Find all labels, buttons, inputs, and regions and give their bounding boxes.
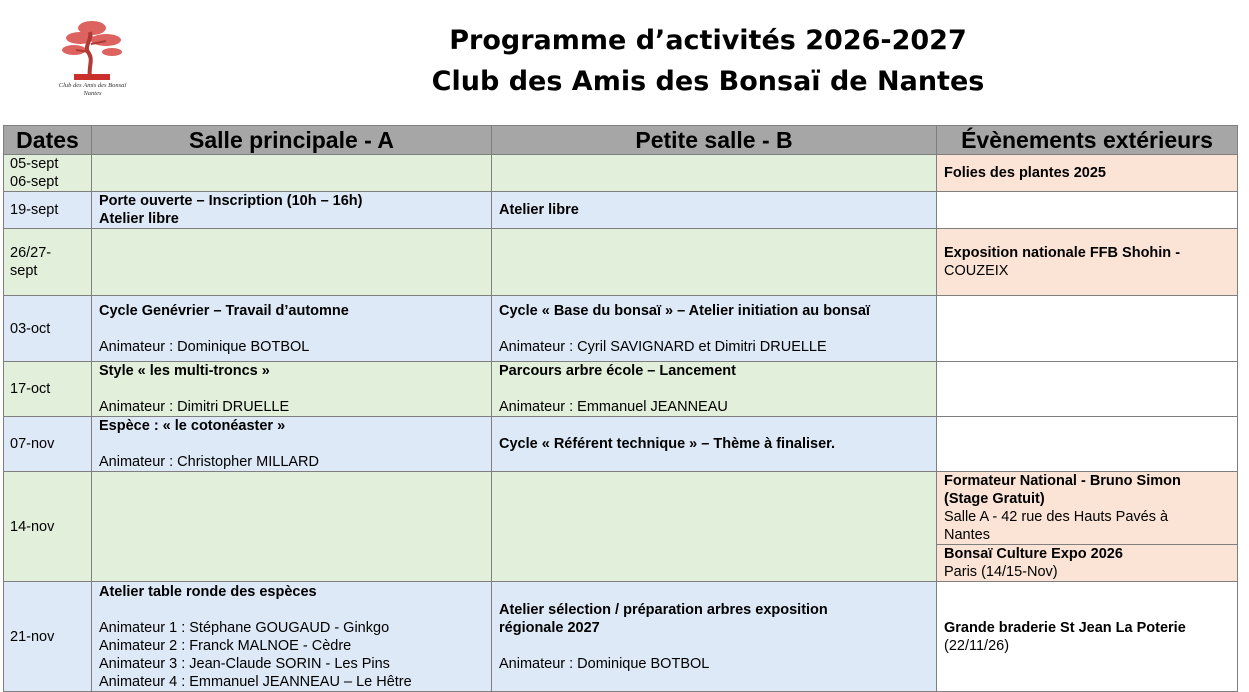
date-cell [4, 155, 92, 192]
date-text: 26/27- [10, 245, 52, 261]
activity-title: Espèce : « le cotonéaster » [99, 418, 286, 434]
external-cell [937, 192, 1238, 229]
room-b-cell: Atelier libre [492, 192, 937, 229]
date-cell [4, 229, 92, 296]
event-text: Nantes [944, 527, 990, 543]
room-b-cell: Cycle « Référent technique » – Thème à finaliser. [492, 417, 937, 472]
event-title: (Stage Gratuit) [944, 491, 1045, 507]
table-row [4, 362, 1238, 417]
activity-title: Atelier table ronde des espèces [99, 584, 317, 600]
event-title: Bonsaï Culture Expo 2026 [944, 546, 1123, 562]
page-title [330, 20, 1086, 102]
date-cell: 21-nov [4, 582, 92, 692]
event-title: Formateur National - Bruno Simon [944, 473, 1181, 489]
header-external: Évènements extérieurs [937, 126, 1238, 155]
animator-text: Animateur 4 : Emmanuel JEANNEAU – Le Hêtre [99, 674, 412, 690]
title-line2: Club des Amis des Bonsaï de Nantes [431, 66, 985, 97]
room-a-cell [92, 155, 492, 192]
room-a-cell [92, 192, 492, 229]
activity-title: Style « les multi-troncs » [99, 363, 270, 379]
room-b-cell [492, 229, 937, 296]
date-text: 05-sept [10, 156, 59, 172]
table-row [4, 192, 1238, 229]
room-a-cell [92, 472, 492, 582]
room-b-cell [492, 472, 937, 582]
external-cell [937, 417, 1238, 472]
date-text: sept [10, 263, 38, 279]
room-b-cell [492, 155, 937, 192]
date-cell: 07-nov [4, 417, 92, 472]
room-a-cell [92, 582, 492, 692]
activity-title: Atelier sélection / préparation arbres exposition [499, 601, 828, 618]
event-title: Exposition nationale FFB Shohin - [944, 245, 1181, 261]
room-b-cell [492, 296, 937, 362]
date-cell: 03-oct [4, 296, 92, 362]
animator-text: Animateur 3 : Jean-Claude SORIN - Les Pins [99, 656, 390, 672]
date-cell: 14-nov [4, 472, 92, 582]
table-row [4, 296, 1238, 362]
event-text: Salle A - 42 rue des Hauts Pavés à [944, 509, 1169, 525]
event-text: Paris (14/15-Nov) [944, 564, 1058, 580]
activity-title: Cycle « Base du bonsaï » – Atelier initiation au bonsaï [499, 302, 870, 319]
external-cell [937, 362, 1238, 417]
logo-caption-line1: Club des Amis des Bonsaï [58, 82, 127, 89]
animator-text: Animateur 2 : Franck MALNOE - Cèdre [99, 638, 352, 654]
event-text: (22/11/26) [944, 637, 1010, 654]
room-a-cell [92, 362, 492, 417]
header-room-a: Salle principale - A [92, 126, 492, 155]
table-row [4, 417, 1238, 472]
table-row [4, 582, 1238, 692]
header-row [4, 126, 1238, 155]
animator-text: Animateur : Dominique BOTBOL [499, 655, 710, 672]
animator-text: Animateur : Christopher MILLARD [99, 454, 319, 470]
title-line1: Programme d’activités 2026-2027 [449, 25, 967, 56]
activity-title: Porte ouverte – Inscription (10h – 16h) [99, 193, 363, 209]
table-row [4, 229, 1238, 296]
date-text: 06-sept [10, 174, 59, 190]
animator-text: Animateur 1 : Stéphane GOUGAUD - Ginkgo [99, 620, 390, 636]
schedule-table [3, 125, 1238, 692]
room-b-cell [492, 582, 937, 692]
header-dates: Dates [4, 126, 92, 155]
activity-title: régionale 2027 [499, 619, 600, 636]
table-row [4, 472, 1238, 582]
animator-text: Animateur : Cyril SAVIGNARD et Dimitri DRUELLE [499, 338, 827, 355]
room-a-cell [92, 229, 492, 296]
external-cell: Folies des plantes 2025 [937, 155, 1238, 192]
external-cell [937, 229, 1238, 296]
header-room-b: Petite salle - B [492, 126, 937, 155]
logo-caption-line2: Nantes [83, 90, 102, 97]
bonsai-tree-icon [54, 16, 130, 82]
date-cell: 17-oct [4, 362, 92, 417]
date-cell: 19-sept [4, 192, 92, 229]
activity-title: Parcours arbre école – Lancement [499, 363, 736, 379]
external-cell [937, 296, 1238, 362]
event-title: Grande braderie St Jean La Poterie [944, 619, 1186, 636]
event-text: COUZEIX [944, 263, 1009, 279]
activity-title: Atelier libre [99, 211, 179, 227]
room-a-cell [92, 296, 492, 362]
external-cell [937, 472, 1238, 582]
animator-text: Animateur : Dimitri DRUELLE [99, 399, 290, 415]
club-logo [50, 16, 135, 98]
animator-text: Animateur : Dominique BOTBOL [99, 338, 310, 355]
activity-title: Cycle Genévrier – Travail d’automne [99, 302, 349, 319]
room-a-cell [92, 417, 492, 472]
room-b-cell [492, 362, 937, 417]
animator-text: Animateur : Emmanuel JEANNEAU [499, 399, 728, 415]
sub-event [937, 544, 1237, 581]
table-row [4, 155, 1238, 192]
external-cell [937, 582, 1238, 692]
